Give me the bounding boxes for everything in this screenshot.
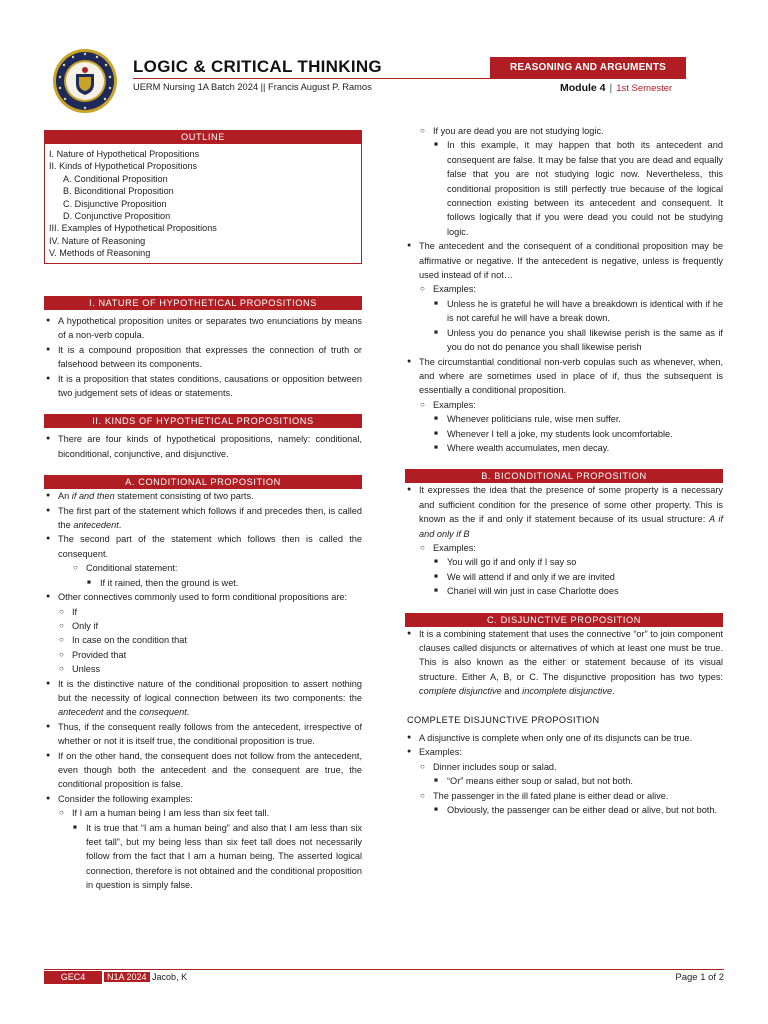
sub-item: ○ If I am a human being I am less than six feet tall. ■ It is true that “I am a human being” and also that I am less than six feet tall”, but my being less than six feet tall does not necessarily follow from the fact that I am a human being. The asserted logical connection, therefore is not obtained and the conditional proposition in question is simply false. [44, 806, 362, 892]
outline-item: A. Conditional Proposition [63, 173, 168, 184]
sub-sub-item: ■ It is true that “I am a human being” and also that I am less than six feet tall”, but my being less than six feet tall does not necessarily follow from the fact that I am a human being. The asserted logical connection, therefore is not obtained and the conditional proposition in question is simply false. [44, 821, 362, 893]
footer-divider [44, 969, 724, 970]
list-item: ● Consider the following examples: ○ If I am a human being I am less than six feet tall. ■ It is true that “I am a human being” and also that I am less than six feet tall”, but my being less than six feet tall does not necessarily follow from the fact that I am a human being. The asserted logical connection, therefore is not obtained and the conditional proposition in question is simply false. [44, 792, 362, 893]
module-number: Module 4 [560, 82, 606, 94]
sub-item: ○ Provided that [44, 648, 362, 662]
list-item: ● Thus, if the consequent really follows from the antecedent, irrespective of whether or not it is itself true, the conditional proposition is true. [44, 720, 362, 749]
continued-list [405, 124, 723, 239]
section-heading-biconditional: B. BICONDITIONAL PROPOSITION [405, 469, 723, 483]
left-column [44, 130, 362, 893]
sub-item: ○ Examples: ■ Unless he is grateful he will have a breakdown is identical with if he is not careful he will have a break down. ■ Unless you do penance you shall likewise perish is the same as if you do not do penance you shall likewise perish [405, 282, 723, 354]
outline-item: IV. Nature of Reasoning [49, 235, 146, 246]
sub-sub-item: ■ If it rained, then the ground is wet. [58, 576, 362, 590]
complete-disjunctive-heading: COMPLETE DISJUNCTIVE PROPOSITION [407, 714, 600, 725]
list-item: ● The antecedent and the consequent of a conditional proposition may be affirmative or negative. If the antecedent is negative, unless is frequently used instead of if not… ○ Examples: ■ Unless he is grateful he will have a breakdown is identical with if he is not careful he will have a break down. ■ Unless you do penance you shall likewise perish is the same as if you do not do penance you shall likewise perish [405, 239, 723, 354]
list-item: ● The first part of the statement which follows if and precedes then, is called the antecedent. [44, 504, 362, 533]
list-item: ● It is the distinctive nature of the conditional proposition to assert nothing but the necessity of logical connection between its two components: the antecedent and the consequent. [44, 677, 362, 720]
list-item: ● The second part of the statement which follows then is called the consequent. ○ Conditional statement: ■ If it rained, then the ground is wet. [44, 532, 362, 590]
biconditional-list [405, 483, 723, 598]
list-item: ● Other connectives commonly used to form conditional propositions are: ○ If ○ Only if ○ In case on the condition that ○ Provided that ○ Unless [44, 590, 362, 676]
sub-item: ○ Only if [44, 619, 362, 633]
list-item: ● The circumstantial conditional non-verb copulas such as whenever, when, and where are sometimes used in place of if, thus the subsequent is essentially a conditional proposition. ○ Examples: ■ Whenever politicians rule, wise men suffer. ■ Whenever I tell a joke, my students look uncomfortable. ■ Where wealth accumulates, men decay. [405, 355, 723, 456]
list-item: ● It is a proposition that states conditions, causations or opposition between two judgement sets of ideas or statements. [44, 372, 362, 401]
conditional-continued-list [405, 239, 723, 455]
university-seal-icon [52, 48, 118, 114]
outline-item: B. Biconditional Proposition [63, 186, 174, 197]
sub-sub-item: ■ Obviously, the passenger can be either dead or alive, but not both. [405, 803, 723, 817]
list-item: ● A disjunctive is complete when only one of its disjuncts can be true. [405, 731, 723, 745]
sub-item: ○ Unless [44, 662, 362, 676]
sub-item: ○ If [44, 605, 362, 619]
outline-item: D. Conjunctive Proposition [63, 211, 171, 222]
complete-disjunctive-list [405, 731, 723, 817]
document-title: LOGIC & CRITICAL THINKING [133, 57, 382, 76]
section-heading-conditional: A. CONDITIONAL PROPOSITION [44, 475, 362, 489]
header-divider [133, 78, 686, 79]
list-item: ● Examples: ○ Dinner includes soup or salad. ■ “Or” means either soup or salad, but not both. ○ The passenger in the ill fated plane is either dead or alive. ■ Obviously, the passenger can be either dead or alive, but not both. [405, 745, 723, 817]
author-name: Jacob, K [149, 972, 188, 982]
section-heading-nature: I. NATURE OF HYPOTHETICAL PROPOSITIONS [44, 296, 362, 310]
list-item: ● It expresses the idea that the presence of some property is a necessary and sufficient condition for the presence of some other property. This is known as the if and only if statement because of its usual structure: A if and only if B ○ Examples: ■ You will go if and only if I say so ■ We will attend if and only if we are invited ■ Chariel will win just in case Charlotte does [405, 483, 723, 598]
sub-item: ○ Conditional statement: ■ If it rained, then the ground is wet. [58, 561, 362, 590]
module-label [560, 82, 672, 95]
course-code: GEC4 [44, 971, 102, 984]
topic-banner: REASONING AND ARGUMENTS [490, 57, 686, 78]
author-credit [104, 971, 187, 984]
outline-heading: OUTLINE [44, 130, 362, 144]
right-column [405, 124, 723, 817]
outline-item: V. Methods of Reasoning [49, 248, 151, 259]
sub-item: ○ The passenger in the ill fated plane is either dead or alive. ■ Obviously, the passenger can be either dead or alive, but not both. [405, 789, 723, 818]
module-separator: | [609, 82, 613, 94]
batch-label: N1A 2024 [104, 972, 150, 982]
list-item: ● A hypothetical proposition unites or separates two enunciations by means of a non-verb copula. [44, 314, 362, 343]
document-subtitle: UERM Nursing 1A Batch 2024 || Francis August P. Ramos [133, 82, 372, 92]
sub-sub-item: ■ Whenever I tell a joke, my students look uncomfortable. [405, 427, 723, 441]
page-number: Page 1 of 2 [675, 972, 724, 983]
sub-sub-item: ■ Unless you do penance you shall likewise perish is the same as if you do not do penance you shall likewise perish [405, 326, 723, 355]
sub-sub-item: ■ Whenever politicians rule, wise men suffer. [405, 412, 723, 426]
sub-item: ○ Examples: ■ You will go if and only if I say so ■ We will attend if and only if we are invited ■ Chariel will win just in case Charlotte does [405, 541, 723, 599]
conditional-list [44, 489, 362, 892]
outline-box [44, 144, 362, 264]
sub-sub-item: ■ Chariel will win just in case Charlotte does [405, 584, 723, 598]
sub-sub-item: ■ Unless he is grateful he will have a breakdown is identical with if he is not careful he will have a break down. [405, 297, 723, 326]
sub-sub-item: ■ We will attend if and only if we are invited [405, 570, 723, 584]
sub-item: ○ If you are dead you are not studying logic. ■ In this example, it may happen that both its antecedent and consequent are false. It may be false that you are dead and equally false that you are not studying logic now. Nevertheless, this conditional proposition is still perfectly true because of the logical connection existing between its antecedent and consequent. It follows logically that if you were dead you could not be studying logic. [405, 124, 723, 239]
outline-item: III. Examples of Hypothetical Propositions [49, 223, 217, 234]
outline-item: C. Disjunctive Proposition [63, 198, 167, 209]
sub-sub-item: ■ “Or” means either soup or salad, but not both. [405, 774, 723, 788]
sub-item: ○ Dinner includes soup or salad. ■ “Or” means either soup or salad, but not both. [405, 760, 723, 789]
sub-sub-item: ■ In this example, it may happen that both its antecedent and consequent are false. It may be false that you are dead and equally false that you are not studying logic now. Nevertheless, this conditional proposition is still perfectly true because of the logical connection existing between its antecedent and consequent. It follows logically that if you were dead you could not be studying logic. [405, 138, 723, 239]
disjunctive-list [405, 627, 723, 699]
nature-list [44, 314, 362, 400]
sub-sub-item: ■ You will go if and only if I say so [405, 555, 723, 569]
list-item: ● It is a combining statement that uses the connective “or” to join component clauses called disjuncts or alternatives of which at least one must be true. This is also known as the either or statement because of its visual structure. Either A, B, or C. The disjunctive proposition has two types: complete disjunctive and incomplete disjunctive. [405, 627, 723, 699]
section-heading-disjunctive: C. DISJUNCTIVE PROPOSITION [405, 613, 723, 627]
semester-label: 1st Semester [616, 83, 673, 94]
list-item: ● If on the other hand, the consequent does not follow from the antecedent, even though both the antecedent and the consequent are true, the conditional proposition is false. [44, 749, 362, 792]
section-heading-kinds: II. KINDS OF HYPOTHETICAL PROPOSITIONS [44, 414, 362, 428]
list-item: ● It is a compound proposition that expresses the connection of truth or falsehood between its components. [44, 343, 362, 372]
outline-item: II. Kinds of Hypothetical Propositions [49, 161, 198, 172]
list-item: ● There are four kinds of hypothetical propositions, namely: conditional, biconditional, conjunctive, and disjunctive. [44, 432, 362, 461]
sub-item: ○ In case on the condition that [44, 633, 362, 647]
outline-item: I. Nature of Hypothetical Propositions [49, 149, 200, 159]
page-footer [44, 969, 724, 985]
kinds-list [44, 432, 362, 461]
sub-item: ○ Examples: ■ Whenever politicians rule, wise men suffer. ■ Whenever I tell a joke, my students look uncomfortable. ■ Where wealth accumulates, men decay. [405, 398, 723, 456]
sub-sub-item: ■ Where wealth accumulates, men decay. [405, 441, 723, 455]
list-item: ● An if and then statement consisting of two parts. [44, 489, 362, 503]
page-header [0, 0, 768, 112]
